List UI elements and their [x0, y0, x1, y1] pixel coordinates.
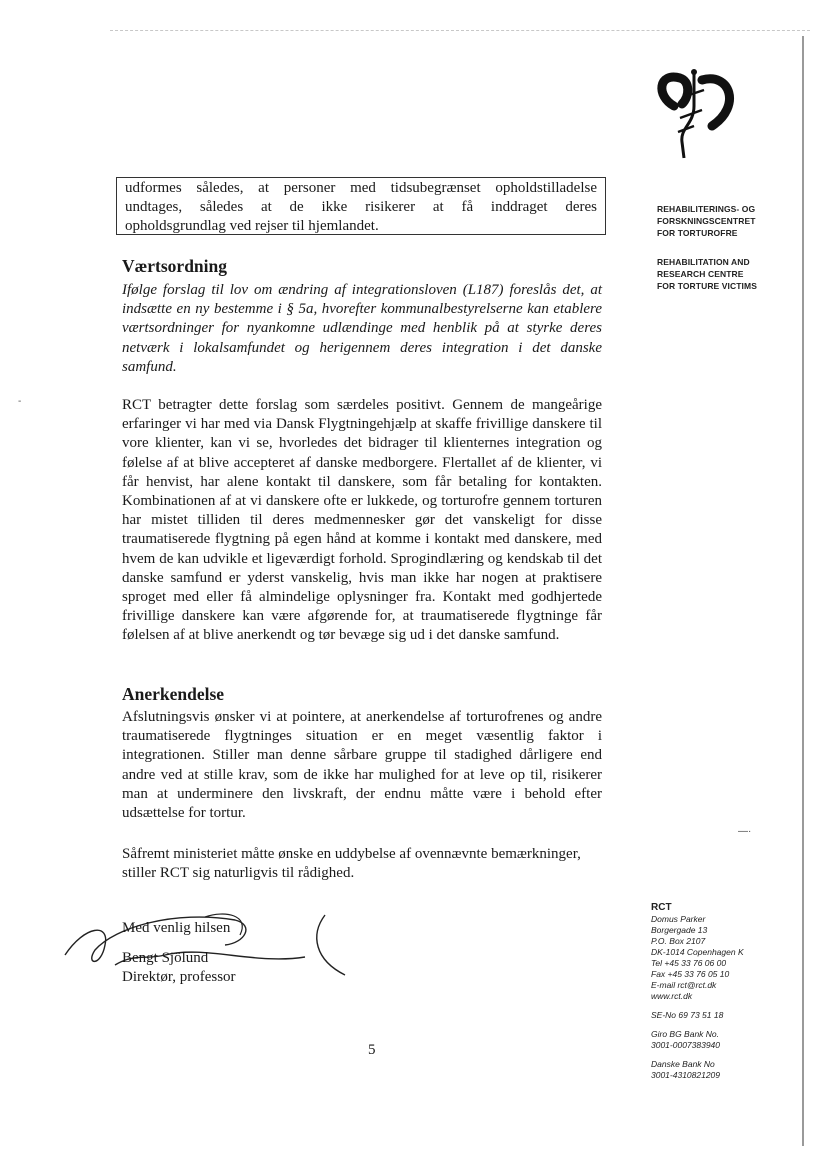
contact-block [651, 901, 744, 1081]
org-line: RESEARCH CENTRE [657, 269, 744, 279]
section-heading-vaertsordning: Værtsordning [122, 256, 228, 276]
org-line: FOR TORTURE VICTIMS [657, 281, 757, 291]
org-name-english [657, 256, 757, 292]
contact-line: Borgergade 13 [651, 925, 708, 935]
section-heading-anerkendelse: Anerkendelse [122, 684, 225, 704]
boxed-line: opholdsgrundlag ved rejser til hjemlandet. [125, 218, 379, 234]
org-line: REHABILITERINGS- OG [657, 204, 756, 214]
boxed-continuation-text [116, 177, 606, 235]
scan-edge-right [802, 36, 804, 1146]
margin-mark: —· [738, 826, 752, 837]
contact-giro-no: 3001-0007383940 [651, 1040, 721, 1050]
section-body-paragraph: Afslutningsvis ønsker vi at pointere, at anerkendelse af torturofrenes og andre traumatiserede flygtninges situation er en meget væsentlig faktor i integrationen. Stiller man denne sårbare gruppe til stadighed dårligere end andre ved at stille krav, som de ikke har mulighed for at leve op til, risikerer man at underminere den livskraft, der endnu måtte være i behold efter udsættelse for tortur. [122, 709, 602, 822]
closing-paragraph: Såfremt ministeriet måtte ønske en uddybelse af ovennævnte bemærkninger, stiller RCT sig naturligvis til rådighed. [122, 846, 581, 882]
rct-logo-icon [650, 66, 740, 162]
section-intro-italic: Ifølge forslag til lov om ændring af integrationsloven (L187) foreslås det, at indsætte en ny bestemme i § 5a, hvorefter kommunalbestyrelserne kan etablere værtsordninger for nyankomne udlændinge med henblik på at styrke deres netværk i lokalsamfundet og herigennem deres integration i det danske samfund. [122, 282, 602, 375]
signoff-block [122, 919, 236, 988]
contact-line: Domus Parker [651, 914, 706, 924]
org-name-danish [657, 203, 756, 239]
signoff-title: Direktør, professor [122, 969, 236, 985]
contact-line: Tel +45 33 76 06 00 [651, 958, 727, 968]
org-line: REHABILITATION AND [657, 257, 750, 267]
scan-edge-top [110, 30, 810, 32]
page-number: 5 [368, 1042, 376, 1058]
boxed-line: undtages, således at de ikke risikerer at få inddraget deres [125, 199, 597, 215]
contact-line: E-mail rct@rct.dk [651, 980, 717, 990]
signoff-name: Bengt Sjölund [122, 949, 209, 966]
signoff-greeting: Med venlig hilsen [122, 920, 231, 936]
contact-org-name: RCT [651, 902, 672, 913]
org-line: FOR TORTUROFRE [657, 228, 738, 238]
contact-bank-label: Danske Bank No [651, 1059, 715, 1069]
contact-giro-label: Giro BG Bank No. [651, 1029, 720, 1039]
contact-line: P.O. Box 2107 [651, 936, 706, 946]
contact-line: www.rct.dk [651, 991, 693, 1001]
contact-line: Fax +45 33 76 05 10 [651, 969, 730, 979]
contact-line: DK-1014 Copenhagen K [651, 947, 744, 957]
org-line: FORSKNINGSCENTRET [657, 216, 756, 226]
margin-mark: - [18, 396, 22, 407]
contact-se-no: SE-No 69 73 51 18 [651, 1010, 724, 1020]
contact-bank-no: 3001-4310821209 [651, 1070, 721, 1080]
section-body-paragraph: RCT betragter dette forslag som særdeles positivt. Gennem de mangeårige erfaringer vi har med via Dansk Flygtningehjælp at skaffe frivillige danskere til vore klienter, kan vi se, hvorledes det bidrager til klienternes integration og følelse af at blive accepteret af danske medborgere. Flertallet af de klienter, vi får henvist, har alene kontakt til danskere, som får betaling for kontakten. Kombinationen af at vi danskere ofte er lukkede, og torturofre gennem torturen har mistet tilliden til deres medmennesker gør det vanskeligt for disse traumatiserede flygtning på egen hånd at komme i kontakt med danskere, med hvem de kan udvikle et ligeværdigt forhold. Sprogindlæring og kendskab til det danske samfund er yderst vanskelig, hvis man ikke har nogen at praktisere sproget med eller få almindelige oplysninger fra. Kontakt med godhjertede frivillige danskere kan være afgørende for, at traumatiserede flygtninge får følelsen af at blive anerkendt og tør bevæge sig ud i det danske samfund. [122, 397, 602, 644]
boxed-line: udformes således, at personer med tidsubegrænset opholdstilladelse [125, 180, 597, 196]
